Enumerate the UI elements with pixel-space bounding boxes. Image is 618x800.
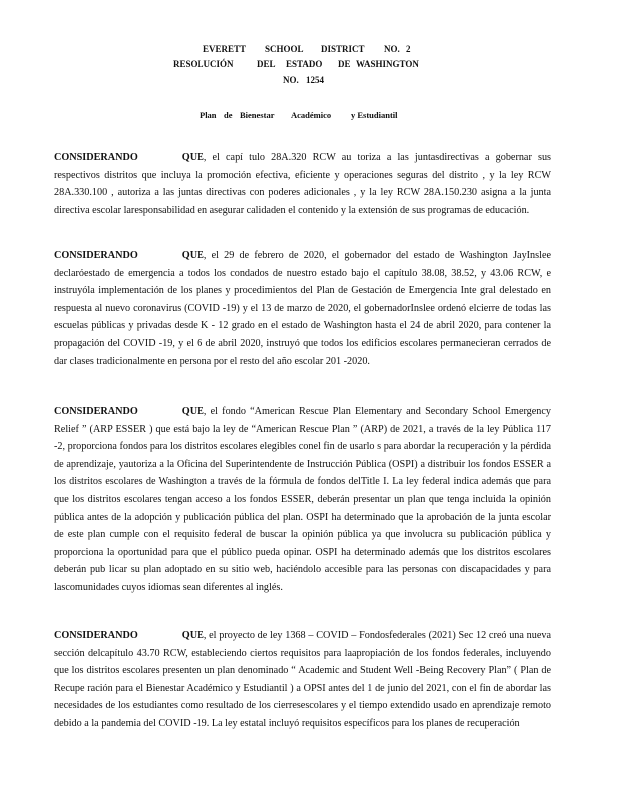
considerando-keyword: CONSIDERANDO [54,630,138,641]
header-word: WASHINGTON [356,59,419,69]
header-word: ESTADO [286,59,323,69]
paragraph-text: , el fondo “American Rescue Plan Elementary and Secondary School Emergency Relief ” (ARP ESSER ) que está bajo la ley de “American Rescue Plan ” (ARP) de 2021, a través de la ley Pública 117 -2, proporciona fondos para los distritos escolares elegibles conel fin de usarlo s para abordar la recuperación y la pérdida de aprendizaje, yautoriza a la Oficina del Superintendente de Instrucción Pública (OSPI) a distribuir los fondos ESSER a los distritos escolares de Washington a través de la fórmula de fondos delTitle I. La ley federal indica además que para que los distritos escolares tengan acceso a los fondos ESSER, deberán presentar un plan que tenga incluida la opinión pública antes de la adopción y publicación pública del plan. OSPI ha determinado que la aprobación de la junta escolar de este plan cumple con el requisito federal de buscar la opinión pública ya que involucra su publicación pública y proporciona la oportunidad para que el público pueda opinar. OSPI ha determinado además que los distritos escolares deberán pub licar su plan adoptado en su sitio web, haciéndolo accesible para las personas con discapacidades y para lascomunidades cuyos idiomas sean diferentes al inglés. [54,406,551,593]
header-word: 1254 [306,75,324,85]
que-keyword: QUE [181,250,204,261]
header-word: DEL [257,59,276,69]
considerando-paragraph-3 [54,403,551,597]
subtitle-word: Bienestar [240,110,275,120]
que-keyword: QUE [181,406,204,417]
paragraph-text: , el capí tulo 28A.320 RCW au toriza a las juntasdirectivas a gobernar sus respectivos distritos que incluya la promoción efectiva, eficiente y operaciones seguras del distrito , y la ley RCW 28A.330.100 , autoriza a las juntas directivas con poderes adicionales , y la ley RCW 28A.150.230 asigna a la junta directiva escolar laresponsabilidad en asegurar calidaden el contenido y la extensión de sus programas de educación. [54,152,551,216]
considerando-paragraph-4 [54,627,551,733]
considerando-keyword: CONSIDERANDO [54,406,138,417]
header-word: DE [338,59,351,69]
header-word: RESOLUCIÓN [173,59,234,69]
subtitle-word: Académico [291,110,332,120]
header-word: NO. [384,44,400,54]
header-word: NO. [283,75,299,85]
subtitle-word: y Estudiantil [351,110,398,120]
subtitle-word: de [224,110,233,120]
considerando-paragraph-1 [54,149,551,219]
header-word: DISTRICT [321,44,365,54]
header-word: 2 [406,44,411,54]
subtitle-word: Plan [200,110,217,120]
que-keyword: QUE [181,152,204,163]
header-word: SCHOOL [265,44,304,54]
paragraph-text: , el 29 de febrero de 2020, el gobernador del estado de Washington JayInslee declaróestado de emergencia a todos los condados de nuestro estado bajo el capítulo 38.08, 38.52, y 43.06 RCW, e instruyóla implementación de los planes y procedimientos del Plan de Gestación de Emergencia Inte gral delestado en respuesta al nuevo coronavirus (COVID -19) y el 13 de marzo de 2020, el gobernadorInslee ordenó elcierre de todas las escuelas públicas y privadas desde K - 12 grado en el estado de Washington hasta el 24 de abril 2020, para contener la propagación del COVID -19, y el 6 de abril 2020, instruyó que todos los edificios escolares permanecieran cerrados de dar clases tradicionalmente en persona por el resto del año escolar 201 -2020. [54,250,551,367]
considerando-keyword: CONSIDERANDO [54,250,138,261]
header-word: EVERETT [203,44,247,54]
paragraph-text: , el proyecto de ley 1368 – COVID – Fondosfederales (2021) Sec 12 creó una nueva sección delcapítulo 43.70 RCW, estableciendo ciertos requisitos para laapropiación de los fondos federales, incluyendo que los distritos escolares presenten un plan denominado “ Academic and Student Well -Being Recovery Plan” ( Plan de Recupe ración para el Bienestar Académico y Estudiantil ) a OPSI antes del 1 de junio del 2021, con el fin de abordar las necesidades de los estudiantes como resultado de los cierresescolares y el tiempo extendido usado en aprendizaje remoto debido a la pandemia del COVID -19. La ley estatal incluyó requisitos específicos para los planes de recuperación [54,630,551,729]
considerando-paragraph-2 [54,247,551,370]
que-keyword: QUE [181,630,204,641]
considerando-keyword: CONSIDERANDO [54,152,138,163]
